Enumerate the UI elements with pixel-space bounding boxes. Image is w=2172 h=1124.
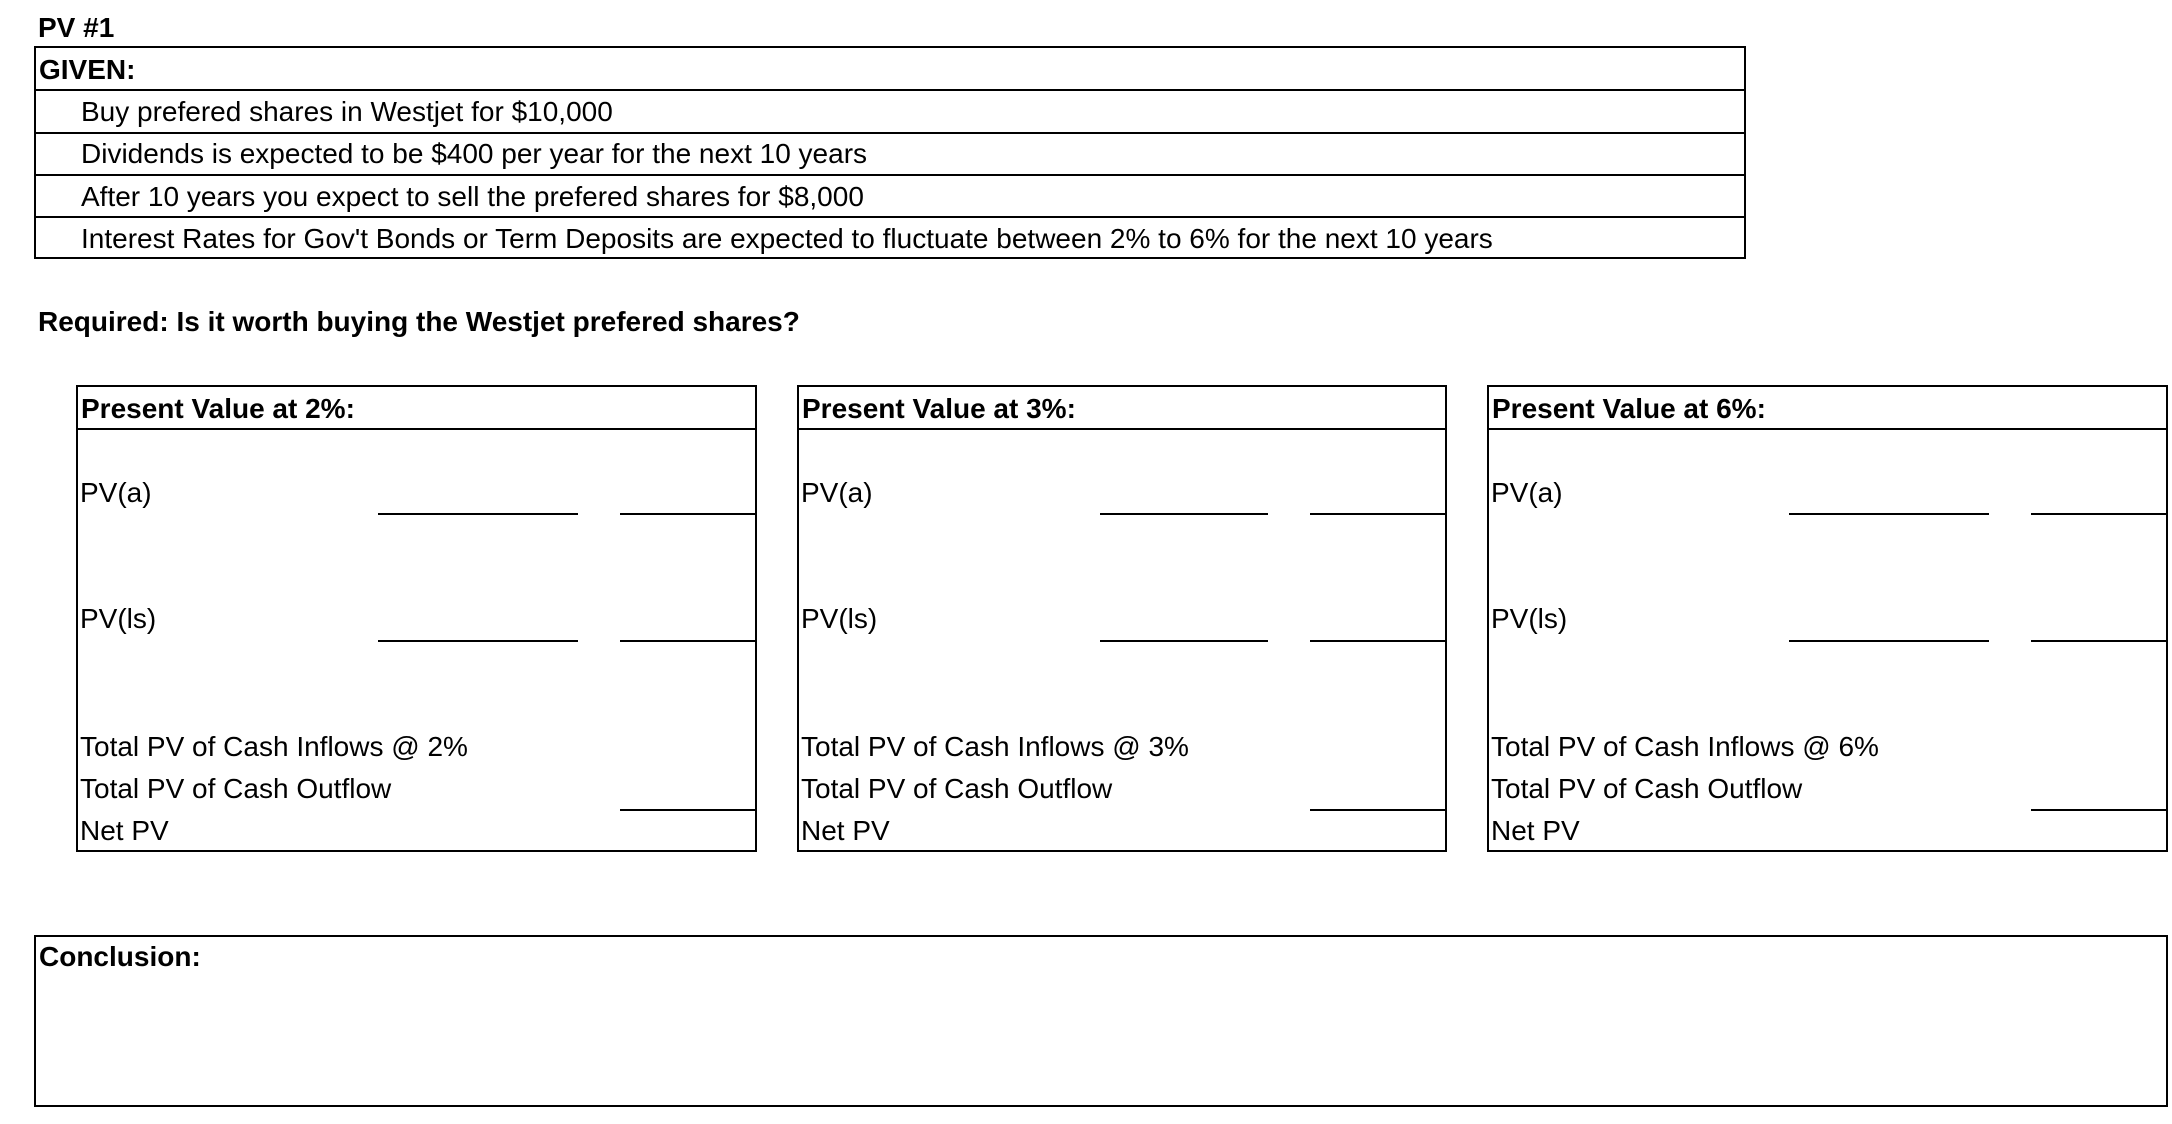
pvls-label: PV(ls) (80, 603, 157, 634)
pvls-value-blank[interactable] (1310, 640, 1447, 642)
total-outflow-label: Total PV of Cash Outflow (80, 773, 392, 804)
pvls-value-blank[interactable] (2031, 640, 2168, 642)
pvls-factor-blank[interactable] (1100, 640, 1268, 642)
pv-panel-2pct (76, 385, 757, 852)
given-item: Buy prefered shares in Westjet for $10,000 (81, 96, 613, 127)
panel-header: Present Value at 6%: (1492, 393, 1766, 424)
outflow-value-blank[interactable] (1310, 809, 1447, 811)
total-outflow-label: Total PV of Cash Outflow (1491, 773, 1803, 804)
given-divider (36, 216, 1744, 218)
conclusion-box[interactable] (34, 935, 2168, 1107)
pv-panel-6pct (1487, 385, 2168, 852)
net-pv-label: Net PV (1491, 815, 1580, 846)
given-table (34, 46, 1746, 259)
pva-value-blank[interactable] (620, 513, 757, 515)
net-pv-label: Net PV (80, 815, 169, 846)
given-item: Interest Rates for Gov't Bonds or Term Deposits are expected to fluctuate between 2% to 6% for the next 10 years (81, 223, 1493, 254)
outflow-value-blank[interactable] (620, 809, 757, 811)
pva-label: PV(a) (801, 477, 873, 508)
panel-header-divider (78, 428, 755, 430)
panel-header: Present Value at 3%: (802, 393, 1076, 424)
total-inflows-label: Total PV of Cash Inflows @ 3% (801, 731, 1189, 762)
required-question: Required: Is it worth buying the Westjet prefered shares? (38, 306, 800, 337)
pva-value-blank[interactable] (1310, 513, 1447, 515)
pvls-label: PV(ls) (801, 603, 878, 634)
net-pv-label: Net PV (801, 815, 890, 846)
given-divider (36, 89, 1744, 91)
pvls-value-blank[interactable] (620, 640, 757, 642)
pva-factor-blank[interactable] (378, 513, 578, 515)
pva-label: PV(a) (1491, 477, 1563, 508)
panel-header-divider (799, 428, 1445, 430)
panel-header-divider (1489, 428, 2166, 430)
given-header: GIVEN: (39, 54, 136, 85)
pva-factor-blank[interactable] (1100, 513, 1268, 515)
pva-label: PV(a) (80, 477, 152, 508)
given-item: After 10 years you expect to sell the prefered shares for $8,000 (81, 181, 864, 212)
pvls-factor-blank[interactable] (1789, 640, 1989, 642)
page-title: PV #1 (38, 12, 115, 43)
conclusion-label: Conclusion: (39, 941, 201, 972)
pva-value-blank[interactable] (2031, 513, 2168, 515)
total-inflows-label: Total PV of Cash Inflows @ 6% (1491, 731, 1879, 762)
outflow-value-blank[interactable] (2031, 809, 2168, 811)
pva-factor-blank[interactable] (1789, 513, 1989, 515)
given-divider (36, 132, 1744, 134)
panel-header: Present Value at 2%: (81, 393, 355, 424)
pvls-label: PV(ls) (1491, 603, 1568, 634)
pv-panel-3pct (797, 385, 1447, 852)
given-divider (36, 174, 1744, 176)
total-inflows-label: Total PV of Cash Inflows @ 2% (80, 731, 468, 762)
total-outflow-label: Total PV of Cash Outflow (801, 773, 1113, 804)
given-item: Dividends is expected to be $400 per year for the next 10 years (81, 138, 868, 169)
pvls-factor-blank[interactable] (378, 640, 578, 642)
